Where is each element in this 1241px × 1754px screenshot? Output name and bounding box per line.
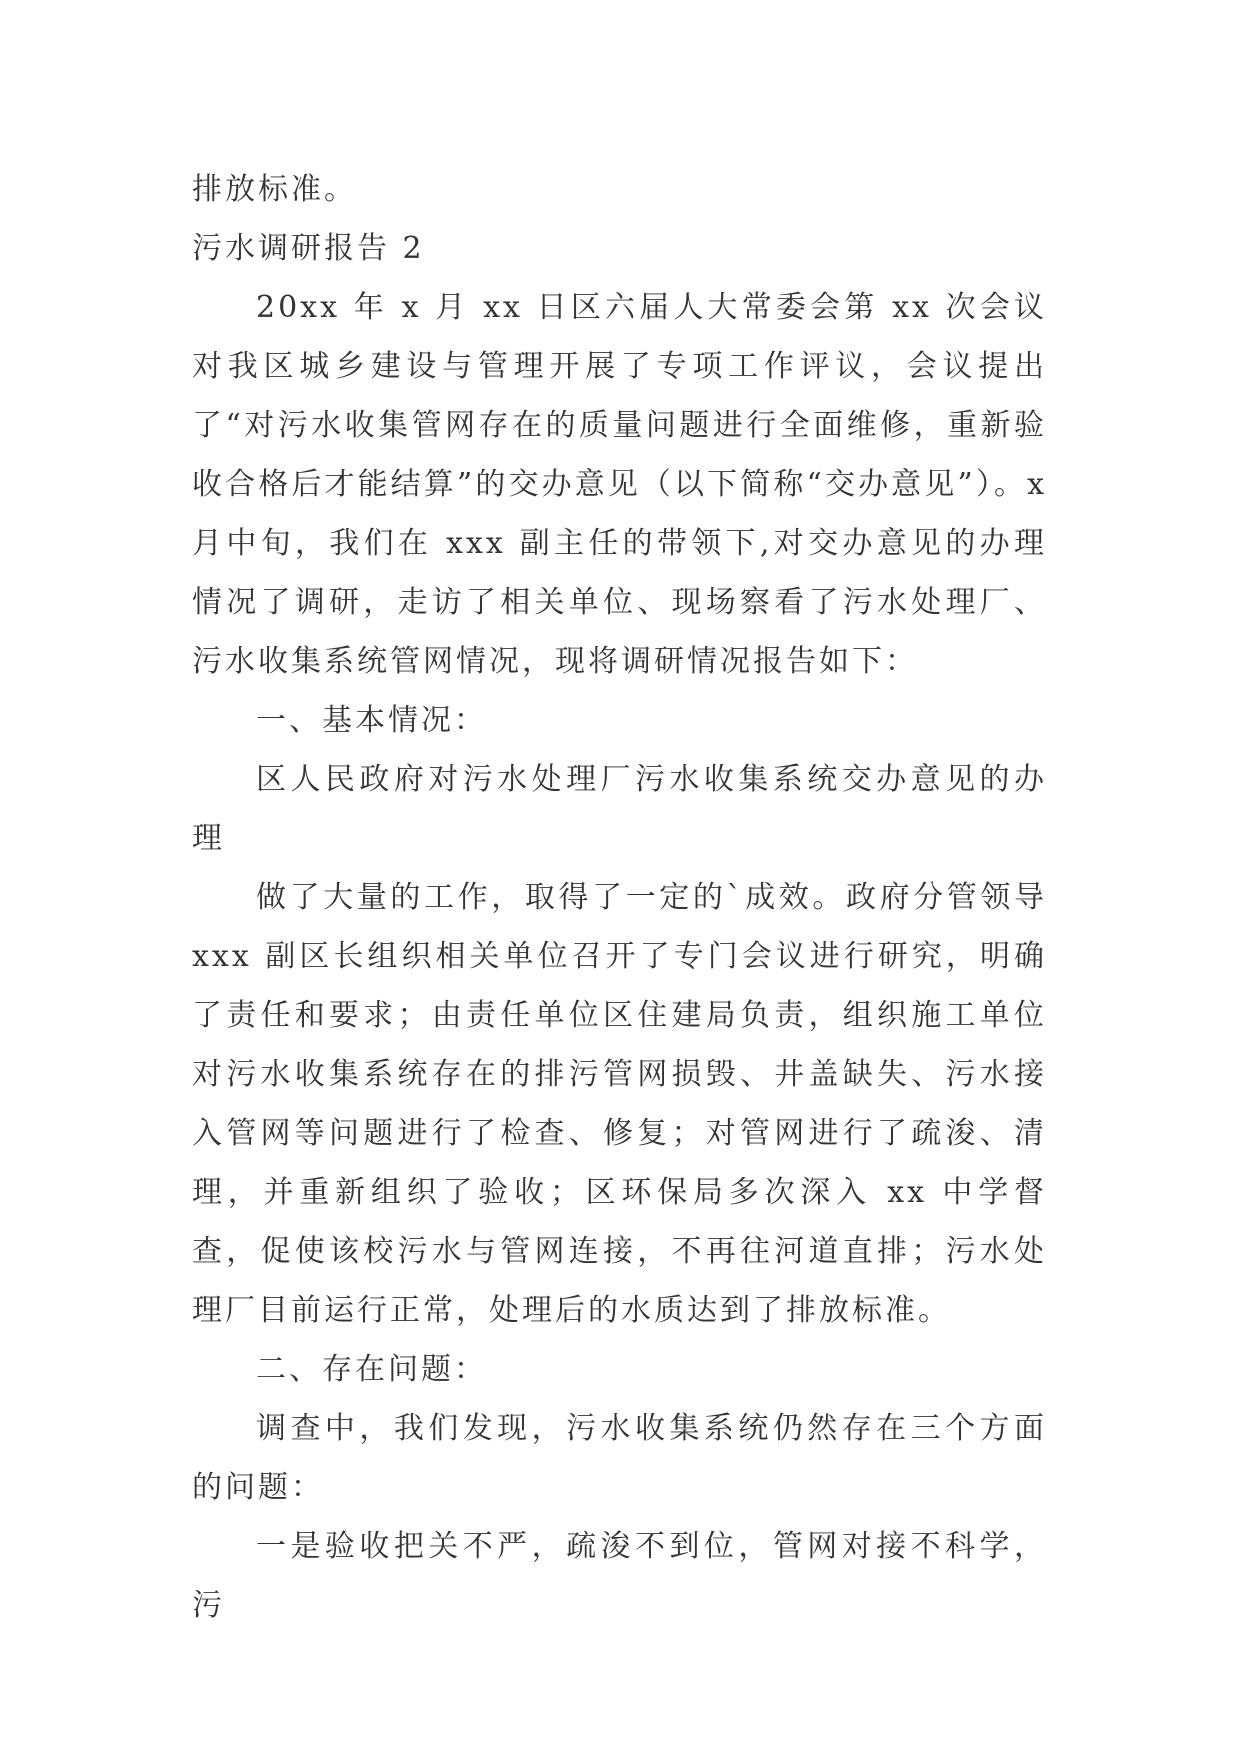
section-title: 污水调研报告 2 — [192, 231, 425, 266]
intro-paragraph: 20xx 年 x 月 xx 日区六届人大常委会第 xx 次会议对我区城乡建设与管理开展了专项工作评议，会议提出了“对污水收集管网存在的质量问题进行全面维修，重新验收合格后才能结算”的交办意见（以下简称“交办意见”）。x 月中旬，我们在 xxx 副主任的带领下,对交办意见的办理情况了调研，走访了相关单位、现场察看了污水处理厂、污水收集系统管网情况，现将调研情况报告如下： — [192, 290, 1047, 679]
heading-basic-situation: 一、基本情况： — [256, 703, 487, 738]
basic-situation-line-1: 区人民政府对污水处理厂污水收集系统交办意见的办理 — [192, 762, 1047, 856]
problems-intro: 调查中，我们发现，污水收集系统仍然存在三个方面的问题： — [192, 1411, 1047, 1505]
continuation-line: 排放标准。 — [192, 172, 357, 207]
problem-one: 一是验收把关不严，疏浚不到位，管网对接不科学，污 — [192, 1529, 1047, 1623]
document-body — [192, 160, 1047, 1635]
heading-existing-problems: 二、存在问题： — [256, 1352, 487, 1387]
basic-situation-paragraph: 做了大量的工作，取得了一定的`成效。政府分管领导 xxx 副区长组织相关单位召开了专门会议进行研究，明确了责任和要求；由责任单位区住建局负责，组织施工单位对污水收集系统存在的排污管网损毁、井盖缺失、污水接入管网等问题进行了检查、修复；对管网进行了疏浚、清理，并重新组织了验收；区环保局多次深入 xx 中学督查，促使该校污水与管网连接，不再往河道直排；污水处理厂目前运行正常，处理后的水质达到了排放标准。 — [192, 880, 1047, 1328]
